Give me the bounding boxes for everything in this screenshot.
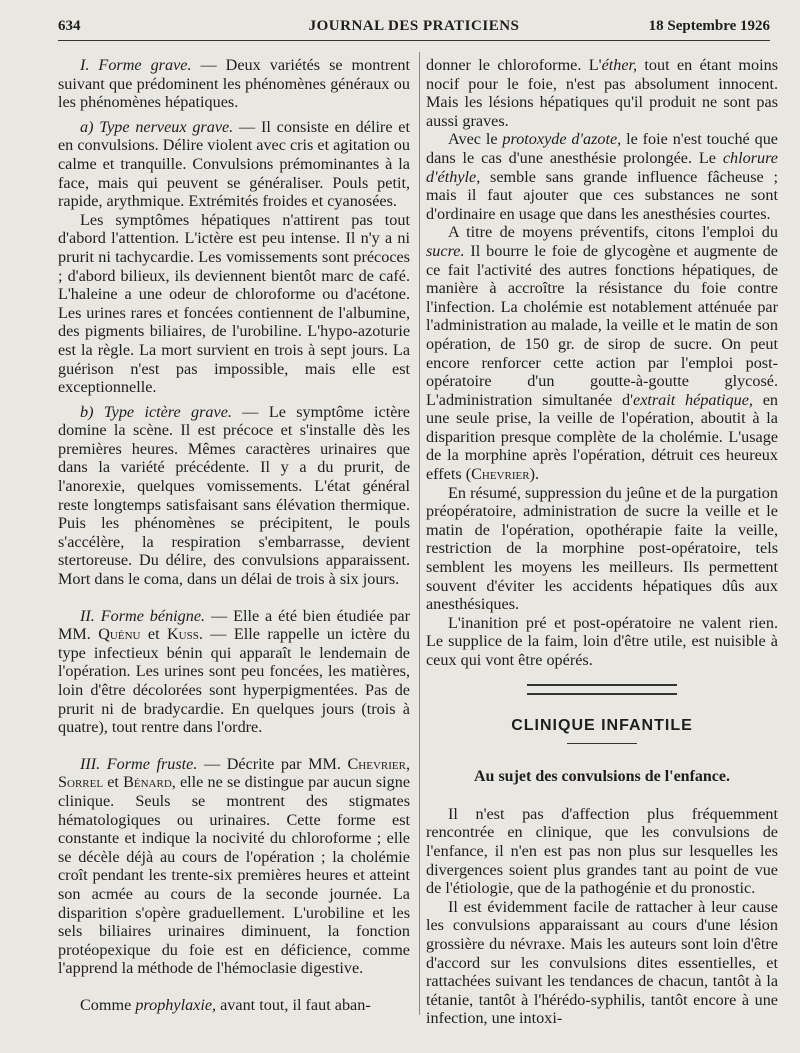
journal-title: JOURNAL DES PRATICIENS	[308, 18, 520, 34]
paragraph-ether: donner le chloroforme. L'éther, tout en étant moins nocif pour le foie, n'est pas absolument innocent. Mais les lésions hépatiques qu'il produit ne sont pas aussi graves.	[426, 56, 778, 130]
heading-type-nerveux: a) Type nerveux grave.	[80, 117, 234, 136]
heading-forme-fruste: III. Forme fruste.	[80, 754, 198, 773]
heading-forme-benigne: II. Forme bénigne.	[80, 606, 206, 625]
header-rule	[58, 40, 770, 41]
paragraph-moyens-preventifs: A titre de moyens préventifs, citons l'emploi du sucre. Il bourre le foie de glycogène et augmente de ce fait l'activité des autres fonctions hépatiques, de manière à accroître la résistance du foie contre l'infection. La cholémie est notablement atténuée par l'administration au malade, la veille et le matin de son opération, de 150 gr. de sirop de sucre. On peut encore renforcer cette action par l'emploi post-opératoire d'un goutte-à-goutte glycosé. L'administration simultanée d'extrait hépatique, en une seule prise, la veille de l'opération, aboutit à la disparition presque complète de la cholémie. L'usage de la morphine après l'opération, détruit ces heureux effets (Chevrier).	[426, 223, 778, 484]
heading-type-ictere: b) Type ictère grave.	[80, 402, 232, 421]
paragraph-en-resume: En résumé, suppression du jeûne et de la purgation préopératoire, administration de sucre la veille et le matin de l'opération, opothérapie faite la veille, restriction de la morphine post-opératoire, tels semblent les moyens les meilleurs. Ils permettent souvent d'éviter les accidents hépatiques dûs aux anesthésiques.	[426, 483, 778, 614]
paragraph-forme-benigne: II. Forme bénigne. — Elle a été bien étudiée par MM. Quénu et Kuss. — Elle rappelle un ictère du type infectieux bénin qui apparaît le lendemain de l'opération. Les urines sont peu foncées, les matières, loin d'être décolorées sont hyperpigmentées. Pas de prurit ni de bradycardie. En quelques jours (trois à quatre), tout rentre dans l'ordre.	[58, 606, 410, 737]
paragraph-convulsions-causes: Il est évidemment facile de rattacher à leur cause les convulsions apparaissant au cours d'une lésion grossière du névraxe. Mais les auteurs sont loin d'être d'accord sur les convulsions dites essentielles, et rattachées suivant les tendances de chacun, tantôt à la tétanie, tantôt à l'hérédo-syphilis, tantôt encore à une infection, une intoxi-	[426, 897, 778, 1028]
page-header	[58, 18, 770, 40]
paragraph-forme-fruste: III. Forme fruste. — Décrite par MM. Chevrier, Sorrel et Bénard, elle ne se distingue par aucun signe clinique. Seuls se montrent des stigmates hématologiques ou urinaires. Cette forme est constante et indique la nocivité du chloroforme ; elle se décèle déjà au cours de l'opération ; la cholémie croît pendant les trente-six premières heures et atteint son acmée au cours de la seconde journée. La disparition s'opère graduellement. L'urobiline et les sels biliaires urinaires diminuent, la fonction protéopexique du foie est en déficience, comme l'apprend la méthode de l'hémoclasie digestive.	[58, 754, 410, 978]
page-number: 634	[58, 18, 81, 34]
column-divider	[419, 52, 420, 1015]
section-underline	[567, 743, 637, 744]
paragraph-type-ictere: b) Type ictère grave. — Le symptôme ictère domine la scène. Il est précoce et s'installe dès les premières heures. Mêmes caractères urinaires que dans la variété précédente. Il y a du prurit, de l'anorexie, quelques vomissements. L'état général reste longtemps satisfaisant sans élévation thermique. Puis les phénomènes se précipitent, le pouls s'accélère, la respiration s'embarrasse, devient stertoreuse. Du délire, des convulsions apparaissent. Mort dans le coma, dans un délai de trois à six jours.	[58, 402, 410, 589]
left-column	[58, 56, 410, 1015]
paragraph-convulsions-intro: Il n'est pas d'affection plus fréquemment rencontrée en clinique, que les convulsions de l'enfance, il n'en est pas non plus sur lesquelles les divergences soient plus grandes tant au point de vue de l'étiologie, que de la pathogénie et du pronostic.	[426, 804, 778, 898]
paragraph-prophylaxie: Comme prophylaxie, avant tout, il faut aban-	[80, 995, 371, 1014]
article-title: Au sujet des convulsions de l'enfance.	[473, 768, 731, 786]
paragraph-inanition: L'inanition pré et post-opératoire ne valent rien. Le supplice de la faim, loin d'être utile, est nuisible à ceux qui vont être opérés.	[426, 613, 778, 669]
section-divider	[527, 684, 677, 695]
paragraph-symptomes-hepatiques: Les symptômes hépatiques n'attirent pas tout d'abord l'attention. L'ictère est peu intense. Il n'y a ni prurit ni tachycardie. Les vomissements sont précoces ; d'abord bilieux, ils deviennent bientôt marc de café. L'haleine a une odeur de chloroforme ou d'acétone. Les urines rares et foncées contiennent de l'albumine, des pigments biliaires, de l'urobiline. L'hypo-azoturie est la règle. La mort survient en trois à sept jours. La guérison n'est pas impossible, mais elle est exceptionnelle.	[58, 210, 410, 397]
paragraph-type-nerveux: a) Type nerveux grave. — Il consiste en délire et en convulsions. Délire violent avec cris et agitation ou calme et tranquille. Convulsions prémominantes à la face, mais qui peuvent se généraliser. Pouls petit, rapide, arythmique. Extrémités froides et cyanosées.	[58, 117, 410, 211]
heading-forme-grave: I. Forme grave.	[80, 56, 192, 74]
paragraph-protoxyde: Avec le protoxyde d'azote, le foie n'est touché que dans le cas d'une anesthésie prolongée. Le chlorure d'éthyle, semble sans grande influence fâcheuse ; mais il faut ajouter que ces substances ne sont d'ordinaire en usage que dans les anesthésies courtes.	[426, 130, 778, 223]
right-column	[426, 56, 778, 1028]
section-title: CLINIQUE INFANTILE	[511, 716, 693, 734]
issue-date: 18 Septembre 1926	[648, 18, 770, 34]
paragraph-forme-grave: I. Forme grave. — Deux variétés se montrent suivant que prédominent les phénomènes généraux ou les phénomènes hépatiques.	[58, 56, 410, 112]
